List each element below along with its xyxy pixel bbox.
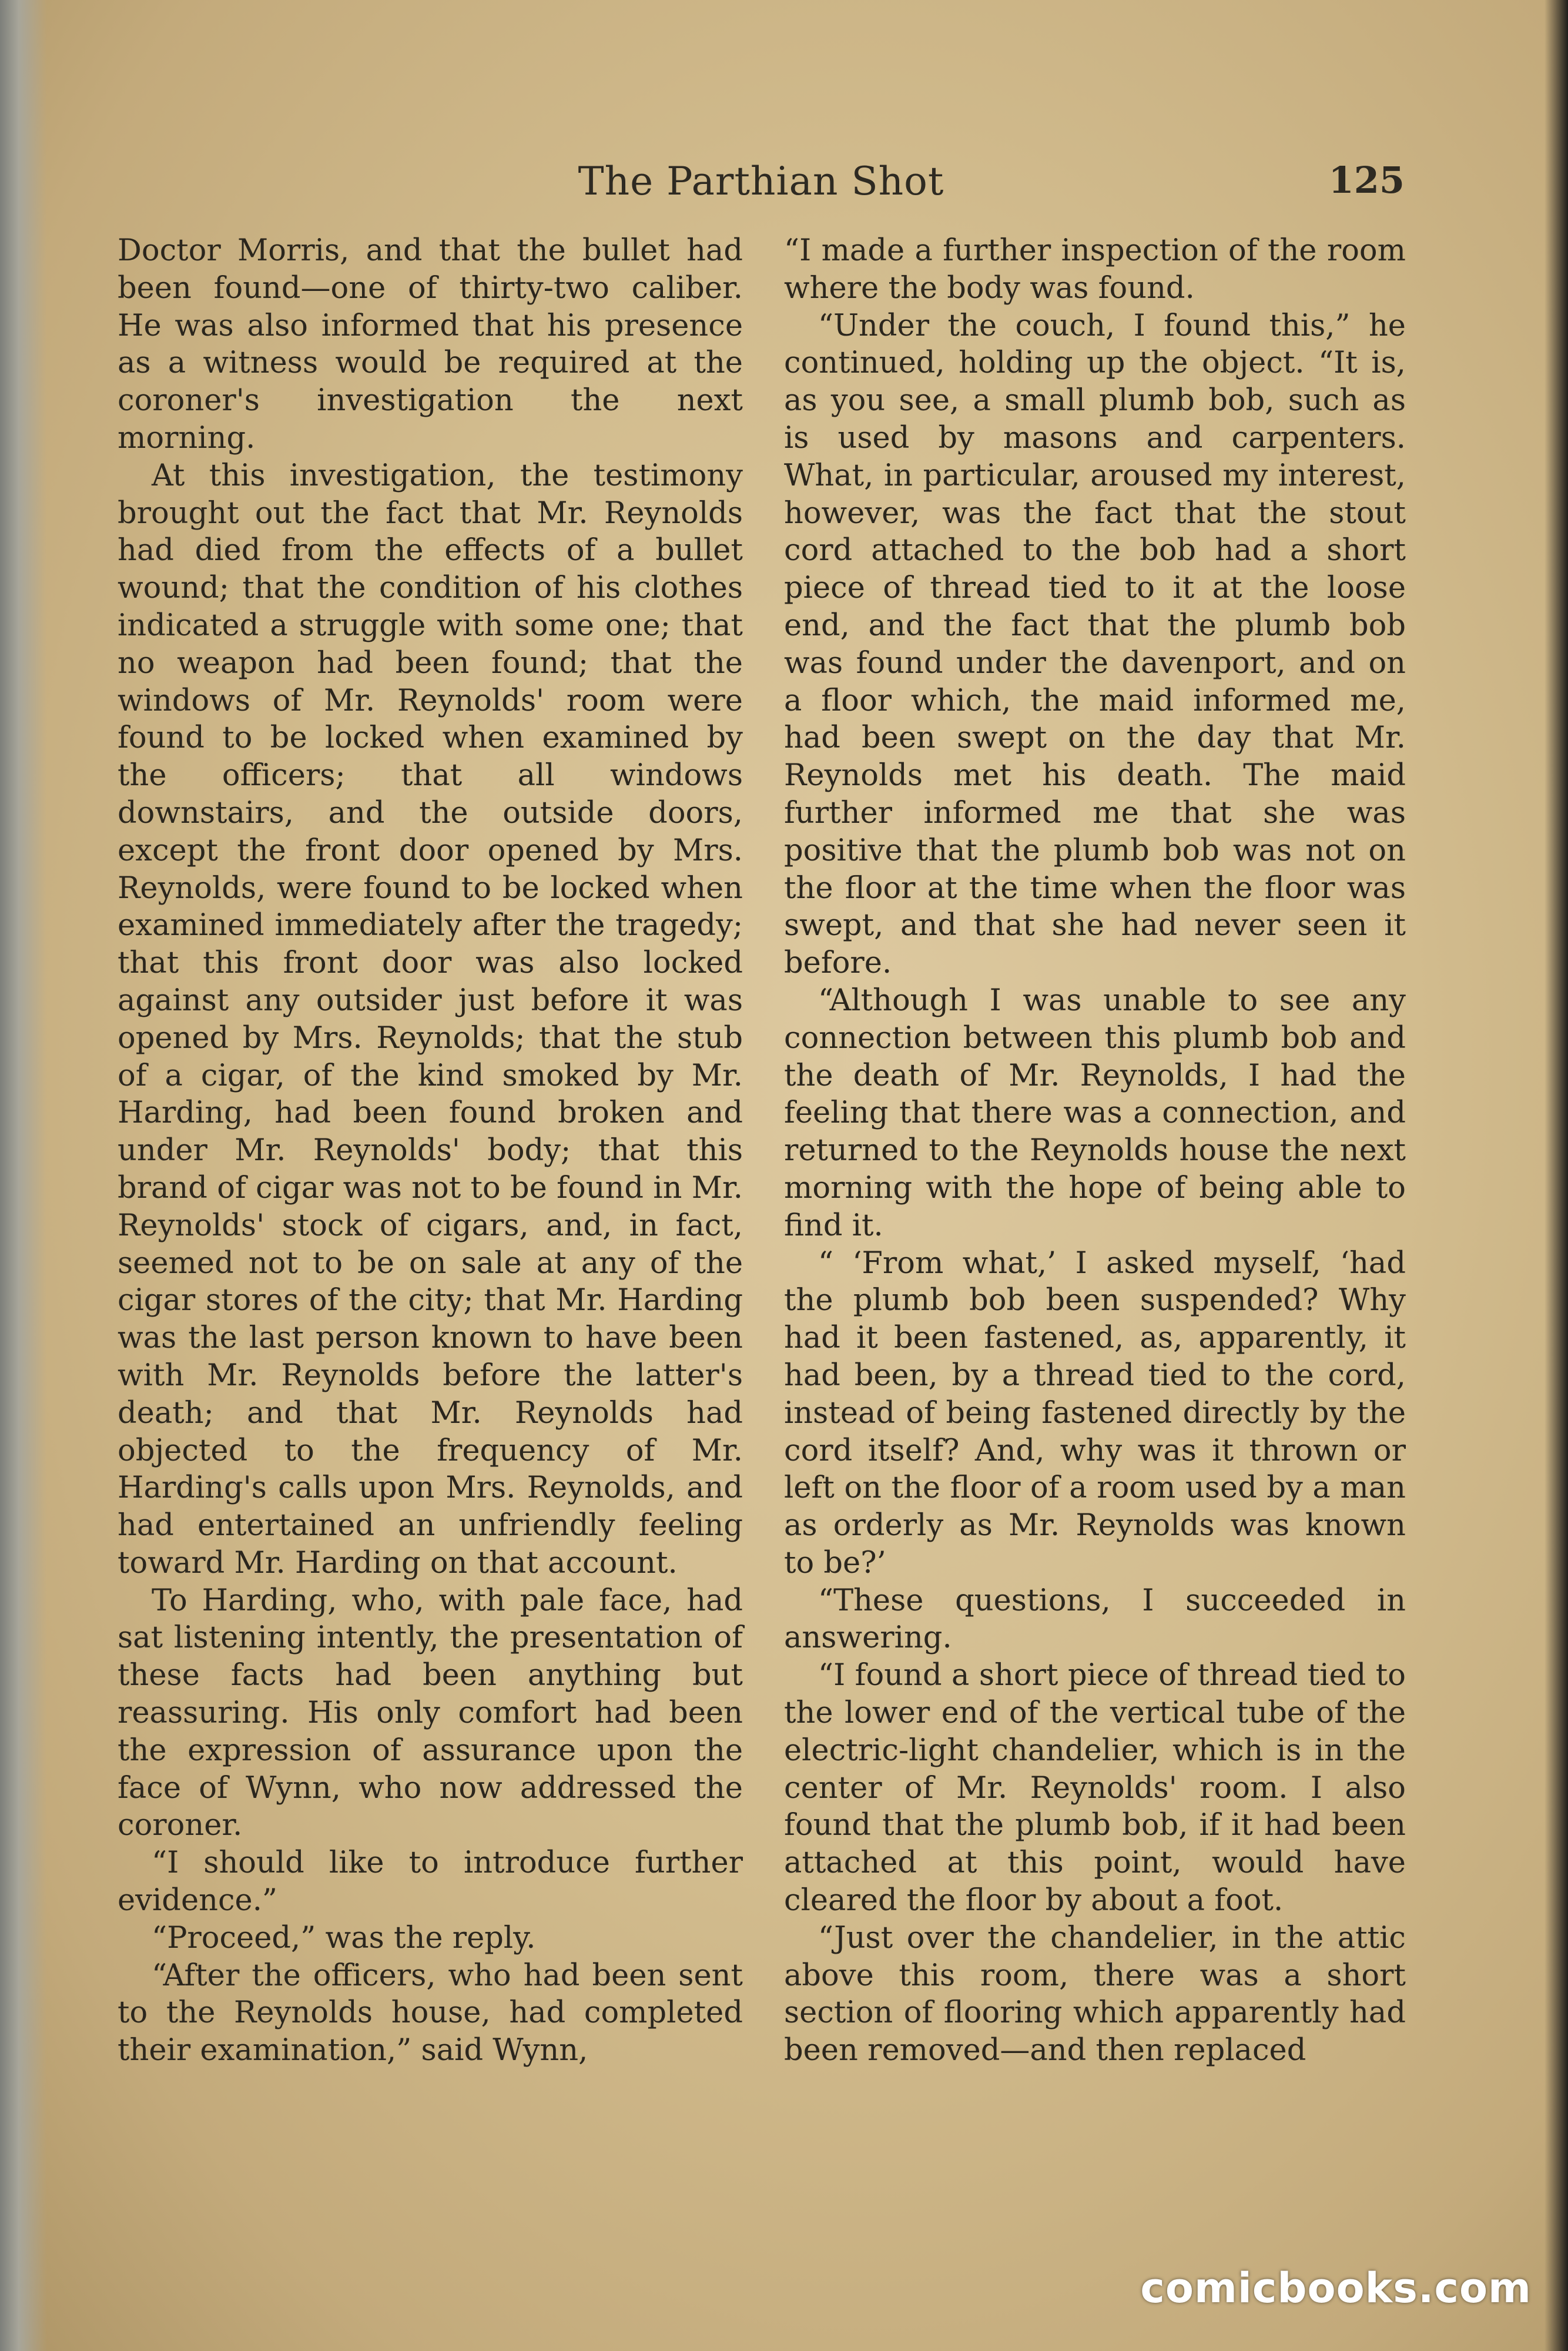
left-text-column (118, 232, 743, 2069)
watermark: comicbooks.com (1140, 2264, 1532, 2312)
paragraph: “After the officers, who had been sent to the Reynolds house, had completed their examination,” said Wynn, (118, 1958, 743, 2068)
paragraph: “Proceed,” was the reply. (152, 1920, 536, 1955)
page-number: 125 (1328, 159, 1405, 202)
page-edge-shadow (1544, 0, 1568, 2351)
paragraph: “I should like to introduce further evidence.” (118, 1846, 743, 1918)
paragraph: At this investigation, the testimony brought out the fact that Mr. Reynolds had died from the effects of a bullet wound; that the condition of his clothes indicated a struggle with some one; that no weapon had been found; that the windows of Mr. Reynolds' room were found to be locked when examined by the officers; that all windows downstairs, and the outside doors, except the front door opened by Mrs. Reynolds, were found to be locked when examined immediately after the tragedy; that this front door was also locked against any outsider just before it was opened by Mrs. Reynolds; that the stub of a cigar, of the kind smoked by Mr. Harding, had been found broken and under Mr. Reynolds' body; that this brand of cigar was not to be found in Mr. Reynolds' stock of cigars, and, in fact, seemed not to be on sale at any of the cigar stores of the city; that Mr. Harding was the last person known to have been with Mr. Reynolds before the latter's death; and that Mr. Reynolds had objected to the frequency of Mr. Harding's calls upon Mrs. Reynolds, and had entertained an unfriendly feeling toward Mr. Harding on that account. (118, 458, 743, 1580)
paragraph: To Harding, who, with pale face, had sat listening intently, the presentation of these facts had been anything but reassuring. His only comfort had been the expression of assurance upon the face of Wynn, who now addressed the coroner. (118, 1583, 743, 1843)
paragraph: “Under the couch, I found this,” he continued, holding up the object. “It is, as you see, a small plumb bob, such as is used by masons and carpenters. What, in particular, aroused my interest, however, was the fact that the stout cord attached to the bob had a short piece of thread tied to it at the loose end, and the fact that the plumb bob was found under the davenport, and on a floor which, the maid informed me, had been swept on the day that Mr. Reynolds met his death. The maid further informed me that she was positive that the plumb bob was not on the floor at the time when the floor was swept, and that she had never seen it before. (784, 308, 1406, 981)
paragraph: “Although I was unable to see any connection between this plumb bob and the death of Mr. Reynolds, I had the feeling that there was a connection, and returned to the Reynolds house the next morning with the hope of being able to find it. (784, 983, 1406, 1243)
paragraph: Doctor Morris, and that the bullet had been found—one of thirty-two caliber. He was also informed that his presence as a witness would be required at the coroner's investigation the next morning. (118, 233, 743, 456)
running-title: The Parthian Shot (578, 159, 944, 204)
paragraph: “I found a short piece of thread tied to the lower end of the vertical tube of the electric-light chandelier, which is in the center of Mr. Reynolds' room. I also found that the plumb bob, if it had been attached at this point, would have cleared the floor by about a foot. (784, 1658, 1406, 1918)
page-spine-shadow (0, 0, 47, 2351)
page-header (118, 159, 1405, 217)
right-text-column (784, 232, 1406, 2069)
paragraph: “ ‘From what,’ I asked myself, ‘had the plumb bob been suspended? Why had it been fastened, as, apparently, it had been, by a thread tied to the cord, instead of being fastened directly by the cord itself? And, why was it thrown or left on the floor of a room used by a man as orderly as Mr. Reynolds was known to be?’ (784, 1245, 1406, 1580)
paragraph: “I made a further inspection of the room where the body was found. (784, 233, 1406, 306)
paragraph: “These questions, I succeeded in answering. (784, 1583, 1406, 1656)
paragraph: “Just over the chandelier, in the attic above this room, there was a short section of flooring which apparently had been removed—and then replaced (784, 1920, 1406, 2068)
